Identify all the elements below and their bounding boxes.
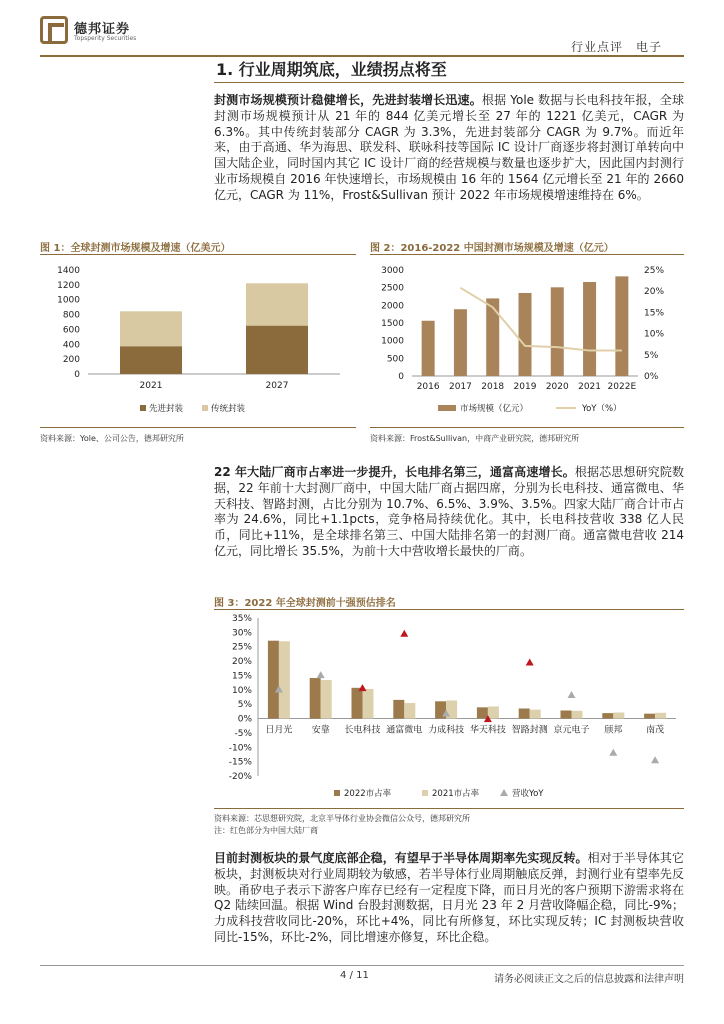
y-tick-label: 2000: [381, 301, 404, 312]
legend-label: 传统封装: [211, 404, 246, 414]
figure3-title: 图 3：2022 年全球封测前十强预估排名: [214, 598, 396, 609]
x-tick-label: 2017: [448, 382, 472, 392]
x-tick-label: 2022E: [607, 382, 637, 392]
logo-name-en: Topsperity Securities: [74, 35, 137, 42]
bar-share-2021: [279, 641, 290, 718]
bar-advanced: [246, 326, 308, 374]
yoy-line: [460, 288, 621, 351]
bar-share-2022: [310, 678, 321, 719]
paragraph-body: 根据芯思想研究院数据，22 年前十大封测厂商中，中国大陆厂商占据四席，分别为长电科技、通富微电、华天科技、智路封测，占比分别为 10.7%、6.5%、3.9%、3.5%。四家大陆厂商合计市占率为 24.6%，同比+1.1pcts，竞争格局持续优化。其中，长电科技营收 338 亿人民币，同比+11%，是全球排名第三、中国大陆排名第一的封测厂商。通富微电营收 214 亿元，同比增长 35.5%，为前十大中营收增长最快的厂商。: [214, 465, 684, 558]
y-tick-label: 1200: [57, 280, 80, 291]
y-tick-label: 200: [62, 355, 80, 366]
bar-share-2022: [268, 641, 279, 719]
bar-share-2022: [352, 688, 363, 719]
y-tick-label: 800: [62, 310, 80, 321]
figure1-source: 资料来源：Yole、公司公告，德邦研究所: [40, 434, 184, 443]
paragraph-market-size: [214, 93, 684, 204]
figure2-bottom-rule: [370, 427, 684, 428]
legend-label: 市场规模（亿元）: [460, 404, 529, 414]
bar-share-2021: [488, 706, 499, 718]
y-tick-label: 10%: [231, 685, 252, 696]
figure1-bottom-rule: [40, 427, 356, 428]
bar-share-2021: [404, 703, 415, 719]
bar-market-size: [519, 293, 532, 376]
figure1-chart: [40, 258, 356, 424]
figure1-top-rule: [40, 254, 356, 255]
x-tick-label: 颀邦: [604, 725, 623, 736]
x-tick-label: 南茂: [646, 725, 665, 736]
legend-swatch: [422, 790, 428, 796]
footer-divider: [40, 965, 684, 966]
bar-share-2022: [644, 714, 655, 719]
y-tick-label: -15%: [228, 757, 252, 768]
x-tick-label: 力成科技: [428, 725, 465, 736]
x-tick-label: 2021: [139, 381, 163, 391]
y-tick-label: 2500: [381, 283, 404, 294]
figure3-top-rule: [214, 609, 684, 610]
bar-market-size: [454, 309, 467, 376]
y-tick-label: 1400: [57, 266, 80, 276]
y2-tick-label: 20%: [644, 287, 665, 298]
y-tick-label: 1000: [381, 336, 404, 347]
figure3-bottom-rule: [214, 808, 684, 809]
yoy-point: [400, 630, 408, 637]
legend-swatch-triangle: [500, 789, 508, 796]
company-logo: [40, 16, 137, 46]
yoy-point: [651, 756, 659, 763]
yoy-point: [568, 691, 576, 698]
header-category: 行业点评 电子: [570, 40, 662, 54]
figure3-note: 注：红色部分为中国大陆厂商: [214, 826, 318, 835]
yoy-point: [609, 749, 617, 756]
bar-advanced: [120, 346, 182, 374]
bar-traditional: [120, 311, 182, 346]
y-tick-label: 0: [398, 372, 404, 382]
legend-swatch: [334, 790, 340, 796]
bar-market-size: [486, 298, 499, 376]
paragraph-market-share: [214, 465, 684, 560]
y2-tick-label: 5%: [644, 350, 659, 361]
paragraph-body: 根据 Yole 数据与长电科技年报，全球封测市场规模预计从 21 年的 844 亿美元增长至 27 年的 1221 亿美元，CAGR 为 6.3%。其中传统封装部分 CAGR 为 3.3%，先进封装部分 CAGR 为 9.7%。而近年来，由于高通、华为海思、联发科、联咏科技等国际 IC 设计厂商逐步将封测订单转向中国大陆企业，同时国内其它 IC 设计厂商的经营规模与数量也逐步扩大，因此国内封测行业市场规模自 2016 年快速增长，市场规模由 16 年的 1564 亿元增长至 21 年的 2660 亿元，CAGR 为 11%，Frost&Sullivan 预计 2022 年市场规模增速维持在 6%。: [214, 93, 684, 202]
y-tick-label: 1000: [57, 295, 80, 306]
y-tick-label: 35%: [231, 614, 252, 624]
legend-label: 营收YoY: [512, 789, 544, 799]
y2-tick-label: 25%: [644, 266, 665, 276]
x-tick-label: 2016: [416, 382, 440, 392]
x-tick-label: 长电科技: [344, 725, 381, 736]
paragraph-lead: 22 年大陆厂商市占率进一步提升，长电排名第三，通富高速增长。: [214, 465, 575, 479]
bar-share-2021: [321, 680, 332, 718]
y2-tick-label: 15%: [644, 308, 665, 319]
y-tick-label: 5%: [237, 700, 252, 711]
bar-share-2021: [613, 713, 624, 719]
y-tick-label: 500: [386, 354, 404, 365]
logo-name: 德邦证券: [74, 22, 131, 37]
y-tick-label: 25%: [231, 642, 252, 653]
y-tick-label: 600: [62, 325, 80, 336]
y-tick-label: 20%: [231, 657, 252, 668]
logo-mark-icon: [40, 16, 68, 44]
bar-market-size: [615, 276, 628, 376]
figure3-source: 资料来源：芯思想研究院，北京半导体行业协会微信公众号，德邦研究所: [214, 814, 470, 823]
y-tick-label: -10%: [228, 743, 252, 754]
y-tick-label: -5%: [234, 728, 252, 739]
x-tick-label: 2019: [513, 382, 537, 392]
legend-label: 2022市占率: [344, 789, 392, 799]
x-tick-label: 京元电子: [553, 725, 590, 736]
legend-swatch: [140, 405, 146, 411]
section-title: 1. 行业周期筑底，业绩拐点将至: [216, 60, 447, 79]
x-tick-label: 华天科技: [469, 725, 506, 736]
bar-market-size: [422, 321, 435, 376]
figure2-chart: [370, 258, 684, 424]
bar-share-2021: [655, 713, 666, 719]
bar-share-2022: [393, 700, 404, 719]
legend-label: 2021市占率: [432, 789, 480, 799]
paragraph-lead: 封测市场规模预计稳健增长，先进封装增长迅速。: [214, 93, 482, 107]
bar-market-size: [551, 287, 564, 376]
x-tick-label: 安靠: [311, 725, 330, 736]
legend-swatch: [202, 405, 208, 411]
y-tick-label: 3000: [381, 266, 404, 276]
y2-tick-label: 10%: [644, 329, 665, 340]
legend-swatch: [438, 405, 456, 411]
yoy-point: [317, 671, 325, 678]
page-number: 4 / 11: [340, 970, 369, 981]
x-tick-label: 通富微电: [386, 725, 423, 736]
x-tick-label: 日月光: [265, 725, 293, 736]
x-tick-label: 2020: [545, 382, 569, 392]
x-tick-label: 2018: [481, 382, 505, 392]
figure3-chart: [214, 612, 684, 804]
yoy-point: [526, 659, 534, 666]
x-tick-label: 智路封测: [511, 725, 548, 736]
paragraph-body: 相对于半导体其它板块，封测板块对行业周期较为敏感，若半导体行业周期触底反弹，封测行业有望率先反映。甬矽电子表示下游客户库存已经有一定程度下降，而日月光的客户预期下游需求将在 Q2 陆续回温。根据 Wind 台股封测数据，日月光 23 年 2 月营收降幅企稳，同比-9%；力成科技营收同比-20%，环比+4%，同比有所修复，环比实现反转；IC 封测板块营收同比-15%，环比-2%，同比增速亦修复，环比企稳。: [214, 851, 684, 944]
y-tick-label: -20%: [228, 772, 252, 782]
x-tick-label: 2021: [578, 382, 602, 392]
y-tick-label: 15%: [231, 671, 252, 682]
bar-share-2021: [530, 710, 541, 719]
bar-share-2021: [363, 689, 374, 719]
bar-share-2022: [561, 711, 572, 719]
bar-share-2022: [602, 713, 613, 718]
paragraph-cycle-outlook: [214, 851, 684, 946]
bar-share-2022: [477, 707, 488, 718]
x-tick-label: 2027: [265, 381, 289, 391]
bar-traditional: [246, 283, 308, 325]
legend-label: 先进封装: [149, 404, 184, 414]
section-divider: [214, 82, 684, 83]
figure2-top-rule: [370, 254, 684, 255]
y-tick-label: 0%: [237, 714, 252, 725]
y-tick-label: 1500: [381, 319, 404, 329]
y2-tick-label: 0%: [644, 372, 659, 382]
y-tick-label: 400: [62, 340, 80, 351]
bar-share-2021: [572, 711, 583, 719]
figure1-title: 图 1：全球封测市场规模及增速（亿美元）: [40, 243, 231, 254]
figure2-title: 图 2：2016-2022 中国封测市场规模及增速（亿元）: [370, 243, 614, 254]
footer-disclaimer: 请务必阅读正文之后的信息披露和法律声明: [494, 974, 684, 985]
bar-market-size: [583, 282, 596, 376]
legend-label: YoY（%）: [582, 404, 622, 414]
yoy-point: [359, 684, 367, 691]
bar-share-2022: [519, 708, 530, 718]
paragraph-lead: 目前封测板块的景气度底部企稳，有望早于半导体周期率先实现反转。: [214, 851, 588, 865]
y-tick-label: 30%: [231, 628, 252, 639]
figure2-source: 资料来源：Frost&Sullivan，中商产业研究院，德邦研究所: [370, 434, 580, 443]
y-tick-label: 0: [74, 370, 80, 380]
